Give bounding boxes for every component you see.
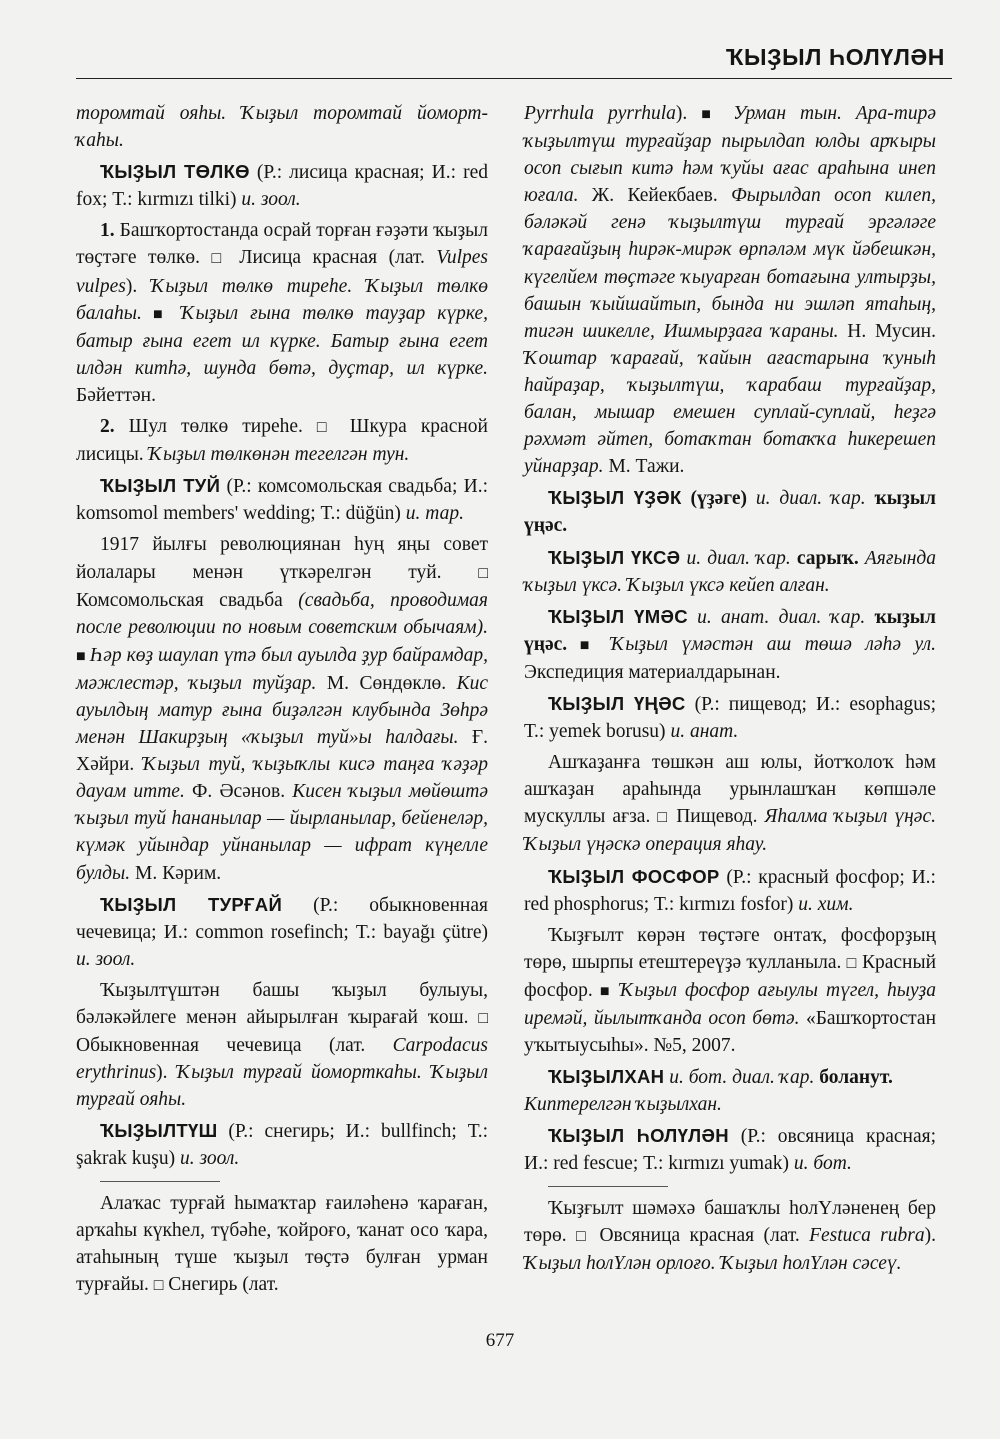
- black-square-marker: ■: [141, 305, 181, 323]
- example-text: Аяғында ҡыҙыл үксә. Ҡыҙыл үксә кейеп алған.: [524, 547, 936, 596]
- sense-number: 1.: [100, 220, 115, 242]
- equivalents: (Р.: пищевод; И.: esophagus; Т.: yemek borusu): [524, 693, 936, 743]
- entry-kyzyl-tulke: [76, 158, 488, 213]
- latin-name: Festuca rubra: [809, 1224, 925, 1246]
- grammar-label: и. анат.: [670, 721, 739, 743]
- entry-kyzyltush: [76, 1117, 488, 1172]
- punctuation: ).: [156, 1062, 177, 1084]
- definition: Ҡыҙғылт шәмәхә башаҡлы һолҮләненең бер төрө.: [524, 1197, 936, 1246]
- russian-equivalent: Шкура красной лисицы.: [76, 416, 488, 466]
- quotation-source: М. Кәрим.: [130, 862, 222, 884]
- example-text: Ҡыҙыл төлкө тиреһе. Ҡыҙыл төлкө балаһы.: [76, 275, 488, 324]
- quotation-source: М. Сөндөклө.: [316, 672, 457, 694]
- definition-block: [76, 1190, 488, 1299]
- quotation: Ҡыҙыл фосфор ағыулы түгел, һыуҙа иремәй, йылытҡанда осоп бөтә.: [524, 979, 936, 1029]
- square-marker: □: [478, 1010, 488, 1027]
- entry-kyzyl-uzek: [524, 484, 936, 539]
- headword: ҠЫҘЫЛ ТУРҒАЙ: [100, 893, 283, 915]
- example-text: Ҡыҙыл төлкөнән тегелгән тун.: [148, 444, 410, 466]
- entry-kyzyl-ukse: [524, 544, 936, 599]
- definition-block: [524, 922, 936, 1059]
- entry-kyzyl-holylen: [524, 1122, 936, 1177]
- headword: ҠЫҘЫЛ ҮҘӘК: [548, 487, 682, 509]
- black-square-marker: ■: [76, 647, 90, 665]
- equivalents: (Р.: лисица красная; И.: red fox; Т.: kırmızı tilki): [76, 162, 488, 211]
- cross-reference: боланут.: [814, 1067, 893, 1089]
- page-number: 677: [485, 1330, 515, 1351]
- definition-block: [524, 1195, 936, 1277]
- running-head: ҠЫҘЫЛ ҺОЛҮЛӘН: [725, 44, 945, 70]
- headword: ҠЫҘЫЛ ТУЙ: [100, 475, 221, 497]
- punctuation: ).: [125, 275, 151, 297]
- russian-equivalent: Обыкновенная чечевица (лат.: [76, 1035, 393, 1057]
- headword: ҠЫҘЫЛ ҮҢӘС: [548, 692, 686, 714]
- equivalents: (Р.: обыкновенная чечевица; И.: common rosefinch; Т.: bayağı çütre): [76, 894, 488, 943]
- entry-kyzyl-turgay: [76, 891, 488, 973]
- entry-kyzylkhan: [524, 1063, 936, 1118]
- russian-equivalent: Красный фосфор.: [524, 951, 937, 1001]
- quotation-source: Ж. Кейекбаев.: [578, 185, 732, 207]
- entry-kyzyl-tuy: [76, 472, 488, 527]
- example-text: Ҡыҙыл һолҮлән орлоғо. Ҡыҙыл һолҮлән сәсеү.: [524, 1252, 902, 1274]
- russian-equivalent: Овсяница красная (лат.: [590, 1224, 810, 1246]
- latin-name: Carpodacus erythrinus: [76, 1035, 488, 1084]
- sense-2: [76, 413, 488, 468]
- equivalents: (Р.: снегирь; И.: bullfinch; Т.: şakrak kuşu): [76, 1121, 488, 1170]
- quotation: Ҡоштар ҡарағай, ҡайын ағастарына ҡуныһ һайраҙар, ҡыҙылтүш, ҡарабаш турғайҙар, балан, мышар емешен суплай-суплай, һеҙгә рәхмәт әйтеп, ботаҡтан ботаҡҡа һикерешеп уйнарҙар.: [524, 347, 936, 478]
- black-square-marker: ■: [592, 982, 620, 1000]
- punctuation: ).: [675, 103, 702, 124]
- quotation-source: «Башҡортостан уҡытыусыһы». №5, 2007.: [524, 1008, 937, 1057]
- quotation: Фырылдап осоп килеп, бәләкәй генә ҡыҙылтүш турғай эргәләге ҡарағайҙың һирәк-мирәк өрпәләм мүк йәбешкән, күгелйем төҫтәге ҡыуарған ботағына ултырҙы, башын ҡыйшайтып, бында ни эшләп ятаһың, тигән шикелле, Ишмырҙаға ҡараны.: [524, 185, 936, 342]
- headword: ҠЫҘЫЛТҮШ: [100, 1120, 218, 1142]
- quotation-source: Бәйеттән.: [76, 384, 156, 406]
- quotation-source: Ф. Әсәнов.: [184, 781, 293, 803]
- quotation-source: Ғ. Хәйри.: [76, 727, 488, 776]
- entry-kyzyl-umes: [524, 603, 936, 686]
- section-separator: [100, 1181, 220, 1182]
- headword: ҠЫҘЫЛ ТӨЛКӨ: [100, 161, 250, 183]
- quotation: Кисен ҡыҙыл мөйөштә ҡыҙыл туй һананылар — йырланылар, бейенеләр, күмәк уйындар уйнанылар — ифрат күңелле булды.: [76, 781, 488, 884]
- punctuation: ).: [924, 1224, 936, 1246]
- latin-name: Pyrrhula pyrrhula: [524, 103, 676, 124]
- section-separator: [548, 1186, 668, 1187]
- definition: Башҡортостанда осрай торған ғәҙәти ҡыҙыл төҫтәге төлкө.: [76, 220, 488, 269]
- square-marker: □: [846, 954, 857, 972]
- russian-equivalent: Пищевод.: [669, 806, 765, 828]
- quotation: Һәр көҙ шаулап үтә был ауылда ҙур байрамдар, мәжлестәр, ҡыҙыл туйҙар.: [76, 644, 488, 694]
- definition: Ҡыҙылтүштән башы ҡыҙыл булыуы, бәләкәйлеге менән айырылған ҡырағай ҡош.: [76, 979, 488, 1028]
- definition: Шул төлкө тиреһе.: [114, 416, 317, 438]
- right-column: [524, 100, 936, 1281]
- cross-reference: ҡыҙыл үңәс.: [524, 606, 936, 655]
- headword: ҠЫҘЫЛ ҮКСӘ: [548, 546, 681, 568]
- square-marker: □: [657, 809, 670, 827]
- grammar-label: и. диал. ҡар.: [680, 547, 791, 569]
- grammar-label: и. зоол.: [76, 948, 136, 970]
- example-text: торомтай ояһы. Ҡыҙыл торомтай йоморт-ҡаһы.: [76, 103, 488, 152]
- example-text: Яһалма ҡыҙыл үңәс. Ҡыҙыл үңәскә операция яһау.: [524, 806, 936, 856]
- equivalents: (Р.: красный фосфор; И.: red phosphorus; Т.: kırmızı fosfor): [524, 866, 936, 915]
- headword: ҠЫҘЫЛ ҮМӘС: [548, 605, 688, 627]
- headword: ҠЫҘЫЛ ҺОЛҮЛӘН: [548, 1125, 729, 1147]
- grammar-label: и. бот.: [793, 1153, 852, 1175]
- quotation: Урман тын. Ара-тирә ҡыҙылтүш турғайҙар пырылдап юлды арҡыры осоп сығып китә һәм ҡуйы ағас араһына инеп юғала.: [524, 103, 936, 207]
- entry-kyzyl-unes: [524, 690, 936, 745]
- quotation: Кис ауылдың матур ғына биҙәлгән клубында Зөһрә менән Шакирҙың «ҡыҙыл туй»ы һалдағы.: [76, 672, 488, 749]
- continued-entry: [76, 100, 488, 154]
- square-marker: □: [478, 564, 488, 582]
- square-marker: □: [211, 250, 228, 268]
- quotation-source: Н. Мусин.: [838, 320, 936, 342]
- definition: Ҡыҙғылт көрән төҫтәге онтаҡ, фосфорҙың төрө, шырпы етештереүҙә ҡулланыла.: [524, 924, 936, 973]
- quotation-source: Экспедиция материалдарынан.: [524, 661, 781, 683]
- grammar-label: и. зоол.: [179, 1148, 240, 1170]
- definition-block: [524, 749, 936, 858]
- example-text: Киптерелгән ҡыҙылхан.: [524, 1094, 722, 1116]
- cross-reference: ҡыҙыл үңәс.: [524, 488, 936, 537]
- headword: ҠЫҘЫЛХАН: [548, 1066, 665, 1088]
- definition: Алаҡас турғай һымаҡтар ғаиләһенә ҡараған, арҡаһы күкһел, түбәһе, ҡойроғо, ҡанат осо ҡара, атаһының түше ҡыҙыл төҫтә булған урман турғайы.: [76, 1192, 488, 1295]
- grammar-label: и. анат. диал. ҡар.: [687, 606, 866, 628]
- square-marker: □: [153, 1276, 164, 1294]
- grammar-label: и. бот. диал. ҡар.: [664, 1067, 815, 1089]
- definition: Ашҡаҙанға төшкән аш юлы, йотҡолоҡ һәм ашҡаҙан араһында урынлашҡан көпшәле мускуллы ағза.: [524, 752, 936, 828]
- latin-name: Vulpes vulpes: [76, 247, 488, 297]
- square-marker: □: [316, 419, 336, 437]
- grammar-label: и. диал. ҡар.: [755, 488, 866, 510]
- russian-equivalent: Снегирь (лат.: [163, 1273, 279, 1295]
- definition-block: [76, 977, 488, 1113]
- equivalents: (Р.: овсяница красная; И.: red fescue; Т.: kırmızı yumak): [524, 1126, 937, 1175]
- black-square-marker: ■: [701, 106, 734, 123]
- russian-gloss: (свадьба, проводимая после революции по новым советским обычаям).: [76, 589, 488, 638]
- continued-entry: [524, 100, 936, 480]
- black-square-marker: ■: [567, 636, 611, 654]
- quotation: Ҡыҙыл ғына төлкө тауҙар күрке, батыр ғына егет ил күрке. Батыр ғына егет илдән китһә, шунда бөтә, дуҫтар, ил күрке.: [76, 302, 488, 379]
- equivalents: (Р.: комсомольская свадьба; И.: komsomol members' wedding; Т.: düğün): [76, 476, 488, 525]
- left-column: [76, 100, 488, 1303]
- sense-1: [76, 217, 488, 409]
- sense-number: 2.: [100, 416, 115, 438]
- quotation: Ҡыҙыл үмәстән аш төшә ләһә ул.: [610, 633, 936, 655]
- headword: ҠЫҘЫЛ ФОСФОР: [548, 865, 720, 887]
- example-text: Ҡыҙыл турғай йоморткаһы. Ҡыҙыл турғай ояһы.: [76, 1062, 488, 1111]
- grammar-label: и. тар.: [405, 503, 464, 525]
- header-rule: [76, 78, 952, 79]
- square-marker: □: [575, 1227, 591, 1245]
- russian-equivalent: Комсомольская свадьба: [76, 589, 299, 611]
- entry-kyzyl-fosfor: [524, 863, 936, 918]
- definition: 1917 йылғы революциянан һуң яңы совет йолалары менән үткәрелгән туй.: [76, 534, 488, 583]
- grammar-label: и. хим.: [798, 893, 854, 915]
- cross-reference: сарыҡ.: [790, 547, 859, 569]
- quotation-source: М. Тажи.: [603, 456, 685, 478]
- variant-form: (үҙәге): [681, 488, 756, 510]
- grammar-label: и. зоол.: [241, 189, 301, 211]
- definition-block: [76, 531, 488, 886]
- quotation: Ҡыҙыл туй, ҡыҙыҡлы кисә таңға ҡәҙәр дауам итте.: [76, 754, 489, 803]
- russian-equivalent: Лисица красная (лат.: [227, 247, 437, 269]
